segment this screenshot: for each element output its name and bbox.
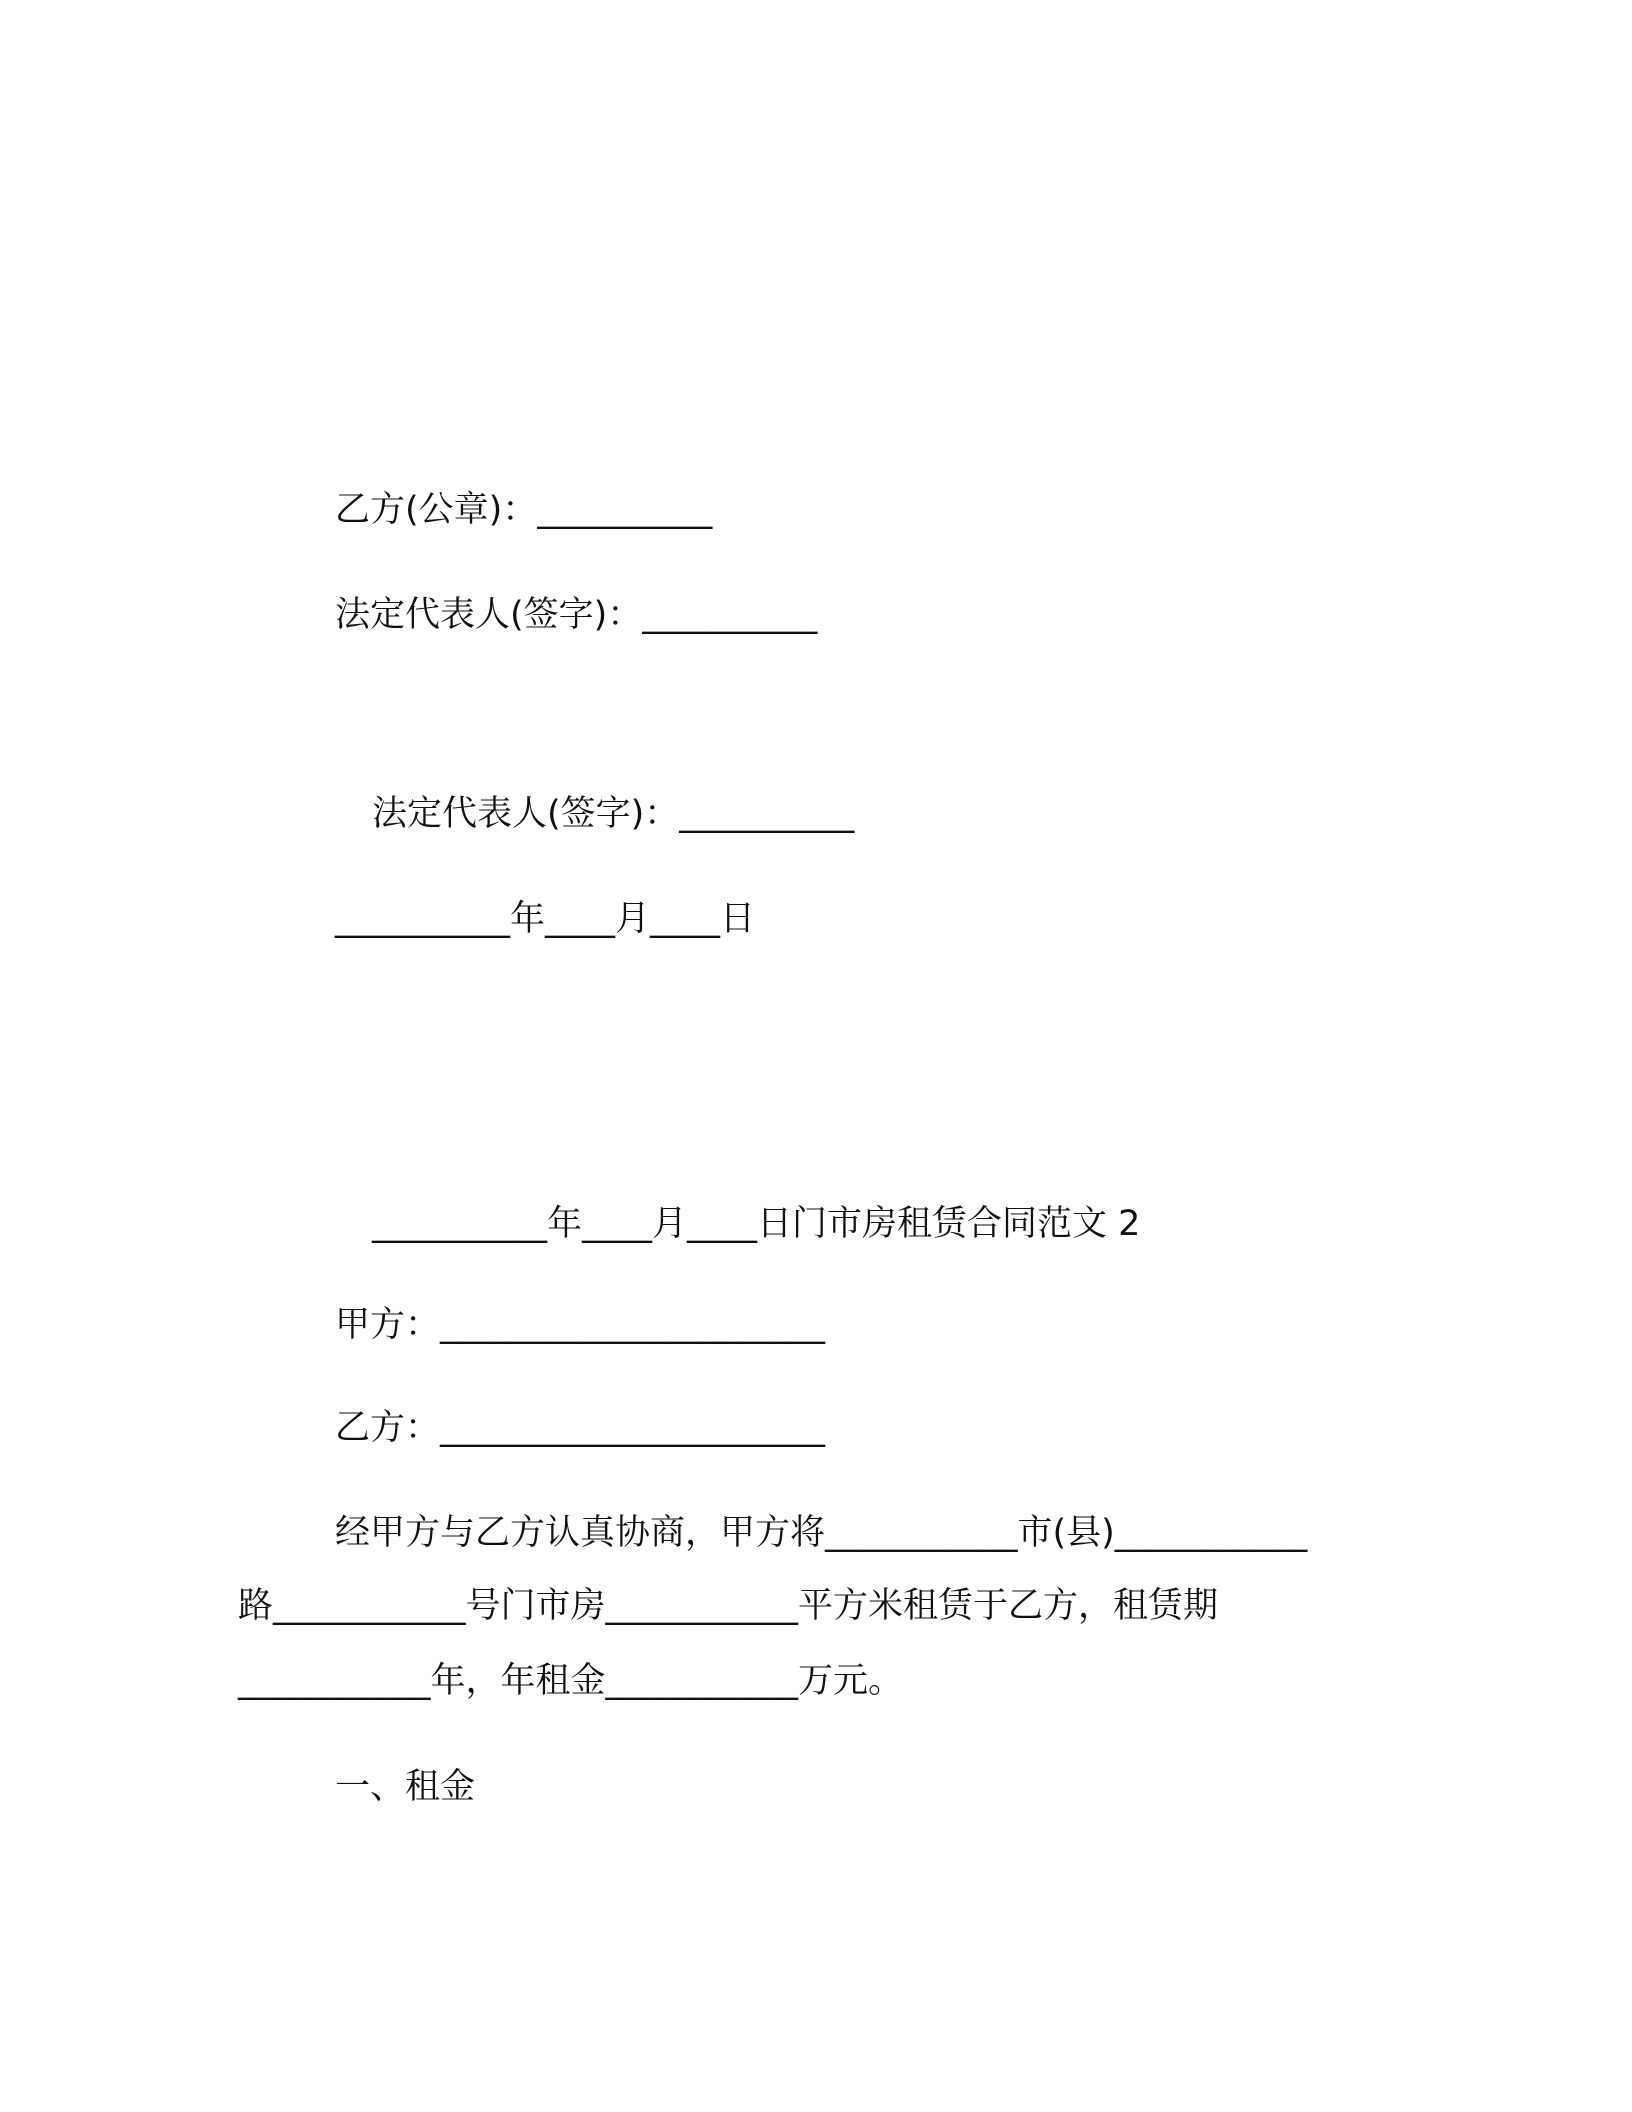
signature-date: __________年____月____日 <box>335 899 756 939</box>
signature-legal-representative-2: 法定代表人(签字)：__________ <box>372 794 855 834</box>
body-paragraph-line-1: 经甲方与乙方认真协商，甲方将___________市(县)___________ <box>335 1513 1308 1553</box>
contract-title: __________年____月____日门市房租赁合同范文 2 <box>372 1204 1141 1244</box>
section-heading-rent: 一、租金 <box>335 1767 476 1807</box>
body-paragraph-line-3: ___________年，年租金___________万元。 <box>238 1661 904 1701</box>
body-paragraph-line-2: 路___________号门市房___________平方米租赁于乙方，租赁期 <box>238 1586 1219 1626</box>
signature-party-b-seal: 乙方(公章)：__________ <box>335 490 713 530</box>
signature-legal-representative: 法定代表人(签字)：__________ <box>335 595 818 635</box>
party-a-line: 甲方：______________________ <box>335 1305 826 1345</box>
party-b-line: 乙方：______________________ <box>335 1408 826 1448</box>
